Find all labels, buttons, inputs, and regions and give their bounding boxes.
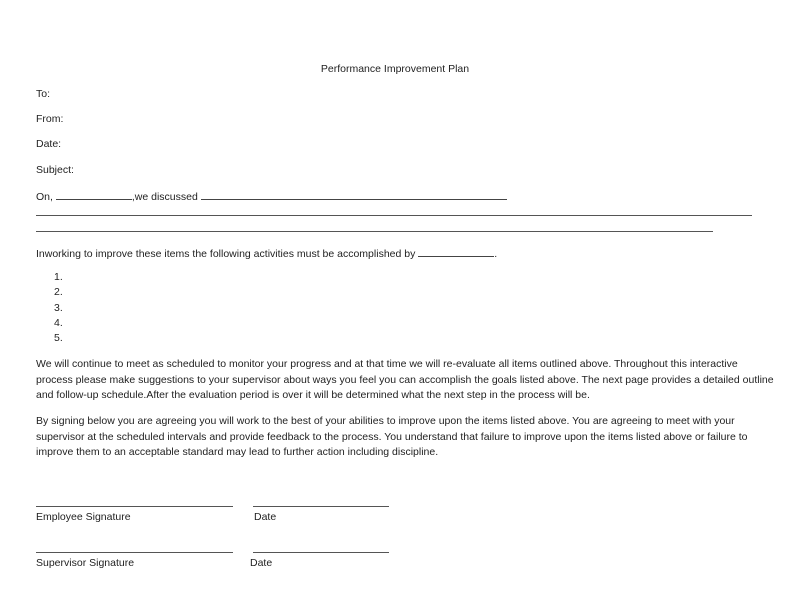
discussion-line — [36, 189, 507, 203]
we-discussed-label: ,we discussed — [131, 191, 198, 203]
activities-period: . — [494, 248, 498, 260]
paragraph-line: improve them to an acceptable standard may lead to further action including discipline. — [36, 446, 439, 458]
paragraph-line: By signing below you are agreeing you will work to the best of your abilities to improve upon the items listed above. You are agreeing to meet with your — [36, 415, 735, 427]
supervisor-signature-line[interactable] — [36, 552, 233, 553]
employee-date-label: Date — [254, 511, 277, 523]
supervisor-date-label: Date — [250, 557, 273, 569]
from-label: From: — [36, 113, 64, 125]
list-item: 2. — [54, 286, 63, 298]
agreement-paragraph — [36, 414, 766, 461]
date-label: Date: — [36, 138, 62, 150]
paragraph-line: and follow-up schedule.After the evaluation period is over it will be determined what the next step in the process will be. — [36, 389, 590, 401]
list-item: 1. — [54, 271, 63, 283]
employee-signature-label: Employee Signature — [36, 511, 131, 523]
progress-paragraph — [36, 357, 774, 404]
employee-date-line[interactable] — [253, 506, 389, 507]
paragraph-line: process please make suggestions to your supervisor about ways you feel you can accomplish the goals listed above. The next page provides a detailed outline — [36, 373, 774, 386]
accomplish-by-blank[interactable] — [418, 246, 494, 257]
activities-intro — [36, 246, 497, 260]
subject-label: Subject: — [36, 164, 74, 176]
on-label: On, — [36, 191, 53, 203]
discussion-blank-line-2[interactable] — [36, 231, 713, 232]
supervisor-date-line[interactable] — [253, 552, 389, 553]
activities-intro-text: Inworking to improve these items the following activities must be accomplished by — [36, 248, 416, 260]
list-item: 5. — [54, 332, 63, 344]
list-item: 3. — [54, 302, 63, 314]
list-item: 4. — [54, 317, 63, 329]
discussed-blank[interactable] — [201, 189, 507, 200]
document-title: Performance Improvement Plan — [320, 63, 470, 75]
employee-signature-line[interactable] — [36, 506, 233, 507]
on-date-blank[interactable] — [56, 189, 132, 200]
to-label: To: — [36, 88, 51, 100]
discussion-blank-line-1[interactable] — [36, 215, 752, 216]
paragraph-line: supervisor at the scheduled intervals and provide feedback to the process. You understand that failure to improve upon the items listed above or failure to — [36, 430, 748, 443]
supervisor-signature-label: Supervisor Signature — [36, 557, 135, 569]
paragraph-line: We will continue to meet as scheduled to monitor your progress and at that time we will re-evaluate all items outlined above. Throughout this interactive — [36, 358, 738, 370]
